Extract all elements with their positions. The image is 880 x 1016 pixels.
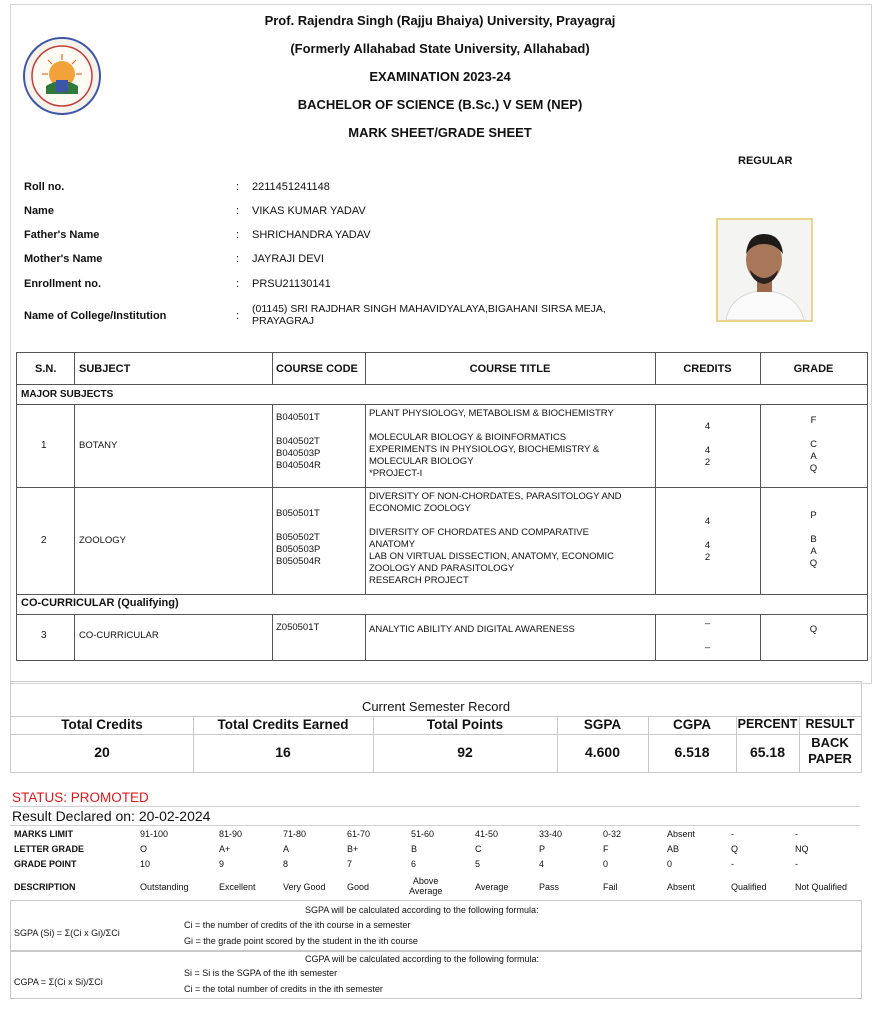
name-label: Name — [24, 205, 54, 217]
grade-point-value: 7 — [347, 859, 353, 869]
marks-limit-label: MARKS LIMIT — [14, 829, 73, 839]
father-name-label: Father's Name — [24, 229, 100, 241]
cgpa-header: CGPA — [672, 717, 711, 732]
cgpa-value: 6.518 — [674, 744, 710, 760]
row-subject: CO-CURRICULAR — [79, 630, 159, 641]
sgpa-intro: SGPA will be calculated according to the following formula: — [305, 905, 539, 915]
grade-point-value: 8 — [283, 859, 289, 869]
description-value: Good — [347, 882, 370, 892]
sgpa-header: SGPA — [583, 717, 622, 732]
marks-limit-value: 91-100 — [140, 829, 169, 839]
description-value: Average — [475, 882, 509, 892]
cgpa-formula: CGPA = Σ(Ci x Si)/ΣCi — [14, 977, 103, 987]
total-points-value: 92 — [457, 744, 473, 760]
colon: : — [236, 310, 240, 322]
name-value: VIKAS KUMAR YADAV — [252, 205, 366, 217]
father-name-value: SHRICHANDRA YADAV — [252, 229, 371, 241]
marks-limit-value: - — [731, 829, 734, 839]
letter-grade-value: C — [475, 844, 482, 854]
percent-value: 65.18 — [749, 744, 786, 760]
university-formerly: (Formerly Allahabad State University, Allahabad) — [290, 41, 590, 56]
mother-name-value: JAYRAJI DEVI — [252, 253, 324, 265]
row-course-titles: ANALYTIC ABILITY AND DIGITAL AWARENESS — [369, 624, 575, 635]
grade-point-value: 6 — [411, 859, 417, 869]
description-value: Fail — [603, 882, 618, 892]
description-label: DESCRIPTION — [14, 882, 76, 892]
sheet-title: MARK SHEET/GRADE SHEET — [348, 125, 532, 140]
student-photo — [716, 218, 813, 322]
letter-grade-value: B+ — [347, 844, 359, 854]
header-subject: SUBJECT — [79, 363, 131, 375]
row-grades: P B A Q — [809, 510, 818, 569]
college-value: (01145) SRI RAJDHAR SINGH MAHAVIDYALAYA,BIGAHANI SIRSA MEJA, PRAYAGRAJ — [252, 303, 606, 327]
marks-limit-value: Absent — [667, 829, 696, 839]
letter-grade-value: A+ — [219, 844, 231, 854]
cgpa-ci-definition: Ci = the total number of credits in the ith semester — [184, 984, 383, 994]
enrollment-value: PRSU21130141 — [252, 278, 331, 290]
marks-limit-value: 41-50 — [475, 829, 499, 839]
university-name: Prof. Rajendra Singh (Rajju Bhaiya) University, Prayagraj — [264, 13, 616, 28]
marks-limit-value: 33-40 — [539, 829, 563, 839]
total-credits-earned-value: 16 — [275, 744, 291, 760]
row-course-codes: B040501T B040502T B040503P B040504R — [276, 412, 321, 471]
header-course-code: COURSE CODE — [276, 363, 358, 375]
description-value: Outstanding — [140, 882, 189, 892]
description-value: Qualified — [731, 882, 767, 892]
grade-point-label: GRADE POINT — [14, 859, 77, 869]
row-course-titles: DIVERSITY OF NON-CHORDATES, PARASITOLOGY AND ECONOMIC ZOOLOGY DIVERSITY OF CHORDATES AND COMPARATIVE ANATOMY LAB ON VIRTUAL DISSECTION, ANATOMY, ECONOMIC ZOOLOGY AND PARASITOLOGY RESEARCH PROJECT — [369, 491, 622, 586]
row-credits: 4 4 2 — [704, 421, 711, 468]
total-credits-earned-header: Total Credits Earned — [217, 717, 349, 732]
sgpa-gi-definition: Gi = the grade point scored by the student in the ith course — [184, 936, 418, 946]
letter-grade-value: NQ — [795, 844, 809, 854]
marks-limit-value: 81-90 — [219, 829, 243, 839]
letter-grade-value: AB — [667, 844, 680, 854]
grade-point-value: 0 — [603, 859, 609, 869]
programme-name: BACHELOR OF SCIENCE (B.Sc.) V SEM (NEP) — [297, 97, 583, 112]
row-grades: Q — [809, 624, 818, 635]
marks-limit-value: - — [795, 829, 798, 839]
colon: : — [236, 181, 240, 193]
grade-point-value: 10 — [140, 859, 151, 869]
description-value: Not Qualified — [795, 882, 848, 892]
sgpa-value: 4.600 — [584, 744, 621, 760]
result-header: RESULT — [805, 717, 855, 731]
colon: : — [236, 253, 240, 265]
roll-no-label: Roll no. — [24, 181, 65, 193]
marks-limit-value: 61-70 — [347, 829, 371, 839]
exam-type: REGULAR — [738, 155, 793, 167]
cgpa-intro: CGPA will be calculated according to the following formula: — [305, 954, 539, 964]
grade-point-value: 4 — [539, 859, 545, 869]
row-sn: 3 — [41, 630, 47, 641]
grade-point-value: 9 — [219, 859, 225, 869]
status-badge: STATUS: PROMOTED — [12, 790, 149, 805]
percent-header: PERCENT — [737, 717, 798, 731]
enrollment-label: Enrollment no. — [24, 278, 101, 290]
letter-grade-value: O — [140, 844, 148, 854]
row-course-codes: B050501T B050502T B050503P B050504R — [276, 508, 321, 567]
row-subject: ZOOLOGY — [79, 535, 126, 546]
row-credits: 4 4 2 — [704, 516, 711, 563]
row-course-titles: PLANT PHYSIOLOGY, METABOLISM & BIOCHEMISTRY MOLECULAR BIOLOGY & BIOINFORMATICS EXPERIMENTS IN PHYSIOLOGY, BIOCHEMISTRY & MOLECULAR BIOLOGY *PROJECT-I — [369, 408, 614, 479]
roll-no-value: 2211451241148 — [252, 181, 330, 193]
letter-grade-value: P — [539, 844, 546, 854]
colon: : — [236, 229, 240, 241]
result-value: BACK PAPER — [808, 735, 852, 766]
grade-point-value: 0 — [667, 859, 673, 869]
description-value: Excellent — [219, 882, 256, 892]
letter-grade-value: F — [603, 844, 609, 854]
header-sn: S.N. — [35, 363, 57, 375]
grade-point-value: - — [795, 859, 798, 869]
colon: : — [236, 278, 240, 290]
total-points-header: Total Points — [426, 717, 504, 732]
header-grade: GRADE — [793, 363, 834, 375]
row-credits: – – — [704, 618, 711, 653]
examination-year: EXAMINATION 2023-24 — [369, 69, 511, 84]
row-sn: 1 — [41, 440, 47, 451]
cgpa-si-definition: Si = Si is the SGPA of the ith semester — [184, 968, 338, 978]
letter-grade-value: Q — [731, 844, 739, 854]
row-grades: F C A Q — [809, 415, 818, 474]
marks-limit-value: 51-60 — [411, 829, 435, 839]
letter-grade-value: A — [283, 844, 290, 854]
description-value: Absent — [667, 882, 696, 892]
total-credits-value: 20 — [94, 744, 110, 760]
description-value: Very Good — [283, 882, 326, 892]
co-curricular-label: CO-CURRICULAR (Qualifying) — [21, 597, 179, 609]
colon: : — [236, 205, 240, 217]
row-sn: 2 — [41, 535, 47, 546]
header-course-title: COURSE TITLE — [469, 363, 551, 375]
subjects-table — [16, 352, 868, 661]
semester-record — [10, 681, 862, 773]
header-credits: CREDITS — [683, 363, 732, 375]
row-subject: BOTANY — [79, 440, 118, 451]
result-declared-date: Result Declared on: 20-02-2024 — [12, 808, 211, 824]
row-course-codes: Z050501T — [276, 622, 320, 633]
total-credits-header: Total Credits — [61, 717, 143, 732]
letter-grade-label: LETTER GRADE — [14, 844, 85, 854]
letter-grade-value: B — [411, 844, 418, 854]
college-label: Name of College/Institution — [24, 310, 167, 322]
description-value: Pass — [539, 882, 560, 892]
mother-name-label: Mother's Name — [24, 253, 103, 265]
record-title: Current Semester Record — [361, 699, 511, 714]
grade-point-value: 5 — [475, 859, 481, 869]
grade-point-value: - — [731, 859, 734, 869]
sgpa-formula: SGPA (Si) = Σ(Ci x Gi)/ΣCi — [14, 928, 120, 938]
major-subjects-label: MAJOR SUBJECTS — [21, 389, 114, 400]
marks-limit-value: 71-80 — [283, 829, 307, 839]
sgpa-ci-definition: Ci = the number of credits of the ith course in a semester — [184, 920, 411, 930]
marks-limit-value: 0-32 — [603, 829, 622, 839]
description-value: Above Average — [409, 876, 443, 896]
